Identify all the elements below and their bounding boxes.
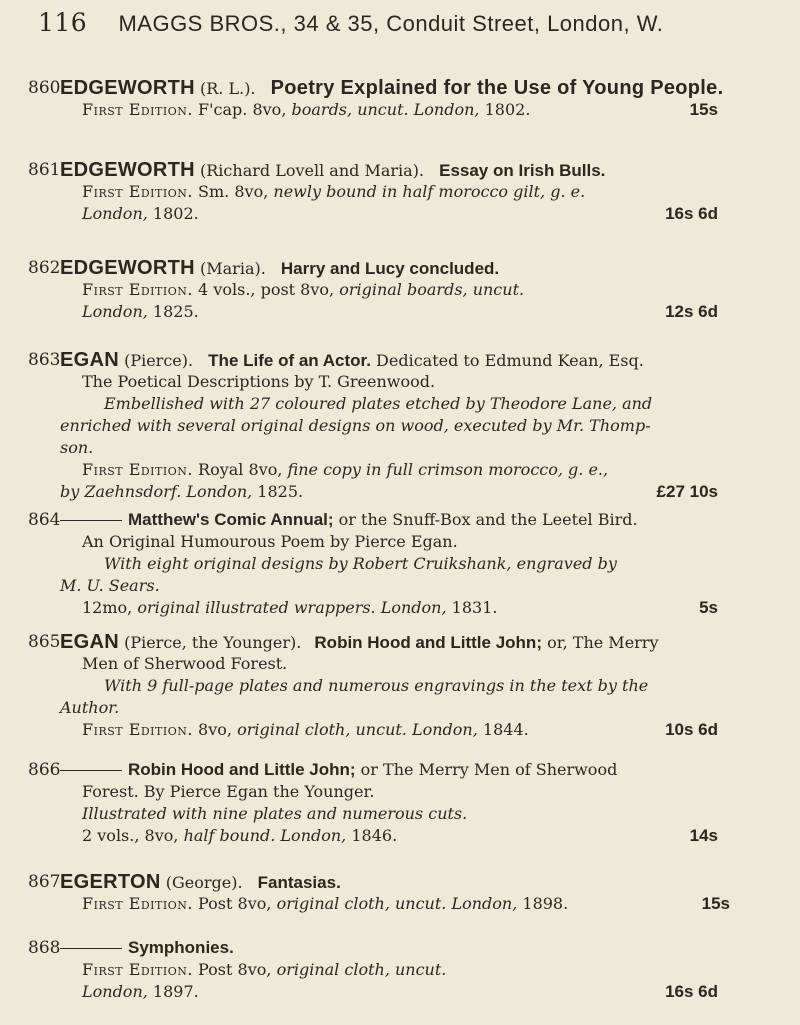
place: London, [82,302,148,321]
binding: original boards, uncut. [339,280,525,299]
entry-author-rest: (Richard Lovell and Maria). [200,161,425,180]
format: 8vo, [198,720,232,739]
entry-title: Robin Hood and Little John; [314,633,542,652]
lot-number: 865 [28,632,61,652]
price: 5s [699,598,718,617]
description: enriched with several original designs on wood, executed by Mr. Thomp- [60,416,651,435]
lot-number: 868 [28,938,61,958]
price: 16s 6d [665,982,718,1001]
price: 12s 6d [665,302,718,321]
description: With eight original designs by Robert Cruikshank, engraved by [104,554,617,573]
description: With 9 full-page plates and numerous engravings in the text by the [104,676,649,695]
year: 1802. [484,100,531,119]
format: 2 vols., 8vo, [82,826,179,845]
price: 16s 6d [665,204,718,223]
entry-author: EDGEWORTH [60,159,195,181]
price: 14s [689,826,718,845]
year: 1802. [152,204,199,223]
format: Post 8vo, [198,960,272,979]
entry-title: Matthew's Comic Annual; [128,510,334,529]
lot-number: 861 [28,160,61,180]
entry-title: The Life of an Actor. [208,351,371,370]
year: 1831. [451,598,498,617]
entry-author-rest: (Pierce). [124,351,194,370]
place: London, [82,204,148,223]
description: Illustrated with nine plates and numerous cuts. [82,804,468,823]
format: Sm. 8vo, [198,182,269,201]
binding: boards, uncut. London, [291,100,480,119]
binding: fine copy in full crimson morocco, g. e., [287,460,609,479]
description: Forest. By Pierce Egan the Younger. [82,782,375,801]
year: 1825. [257,482,304,501]
entry-author-rest: (R. L.). [200,79,256,98]
year: 1897. [152,982,199,1001]
entry-author: EGERTON [60,871,161,893]
format: Royal 8vo, [198,460,283,479]
price: 10s 6d [665,720,718,739]
entry-author: EGAN [60,349,119,371]
lot-number: 863 [28,350,61,370]
entry-title: Robin Hood and Little John; [128,760,356,779]
description: Author. [60,698,120,717]
lot-number: 860 [28,78,61,98]
place: London, [82,982,148,1001]
lot-number: 864 [28,510,61,530]
ditto-rule [60,948,122,949]
entry-title-rest: or, The Merry [547,633,659,652]
edition: First Edition. [82,894,193,913]
binding: original cloth, uncut. London, [237,720,478,739]
entry-author: EGAN [60,631,119,653]
running-head [38,8,778,37]
binding: newly bound in half morocco gilt, g. e. [273,182,586,201]
entry-author: EDGEWORTH [60,257,195,279]
price: 15s [701,894,730,913]
description: M. U. Sears. [60,576,160,595]
edition: First Edition. [82,960,193,979]
lot-number: 867 [28,872,61,892]
running-title: MAGGS BROS., 34 & 35, Conduit Street, London, W. [118,11,664,36]
entry-title: Poetry Explained for the Use of Young People. [270,77,724,99]
entry-title: Harry and Lucy concluded. [280,259,500,278]
entry-author-rest: (Maria). [200,259,266,278]
description: son. [60,438,94,457]
binding: original cloth, uncut. [276,960,447,979]
entry-author-rest: (George). [165,873,243,892]
entry-title-rest: or The Merry Men of Sherwood [360,760,618,779]
entry-title-rest: or the Snuff-Box and the Leetel Bird. [338,510,638,529]
format: F'cap. 8vo, [198,100,287,119]
ditto-rule [60,770,122,771]
format: 12mo, [82,598,133,617]
description: Embellished with 27 coloured plates etched by Theodore Lane, and [104,394,653,413]
binder: by Zaehnsdorf. [60,482,182,501]
entry-title: Symphonies. [128,938,234,957]
entry-title: Essay on Irish Bulls. [439,161,606,180]
binding: original illustrated wrappers. London, [137,598,447,617]
ditto-rule [60,520,122,521]
price: 15s [689,100,718,119]
format: 4 vols., post 8vo, [198,280,335,299]
edition: First Edition. [82,280,193,299]
entry-title: Fantasias. [257,873,341,892]
description: An Original Humourous Poem by Pierce Egan. [82,532,458,551]
place: London, [186,482,253,501]
entry-title-rest: Dedicated to Edmund Kean, Esq. [376,351,644,370]
format: Post 8vo, [198,894,272,913]
edition: First Edition. [82,460,193,479]
entry-author-rest: (Pierce, the Younger). [124,633,302,652]
page-number: 116 [38,8,88,37]
lot-number: 862 [28,258,61,278]
edition: First Edition. [82,720,193,739]
year: 1825. [152,302,199,321]
year: 1846. [351,826,398,845]
edition: First Edition. [82,182,193,201]
edition: First Edition. [82,100,193,119]
year: 1844. [482,720,529,739]
entry-author: EDGEWORTH [60,77,195,99]
lot-number: 866 [28,760,61,780]
binding: original cloth, uncut. London, [276,894,518,913]
description: Men of Sherwood Forest. [82,654,288,673]
price: £27 10s [656,482,718,501]
binding: half bound. London, [183,826,347,845]
description: The Poetical Descriptions by T. Greenwood. [82,372,436,391]
year: 1898. [522,894,569,913]
